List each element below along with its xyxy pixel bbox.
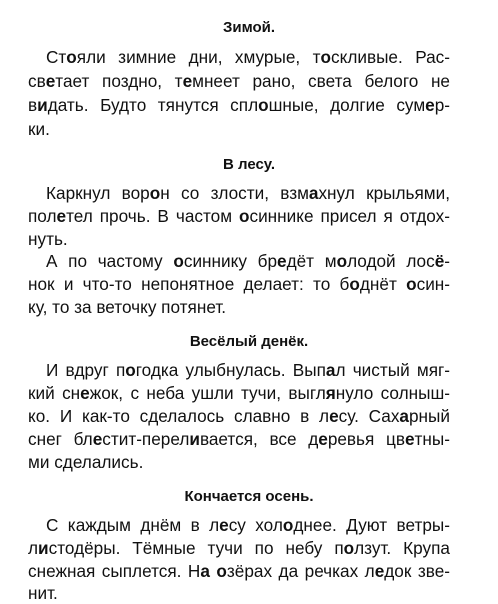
paragraph-line — [28, 206, 450, 226]
highlighted-letter: е — [374, 561, 385, 581]
paragraph-line — [28, 95, 450, 115]
highlighted-letter: о — [258, 95, 269, 115]
text-fragment: стит-перел — [102, 429, 190, 449]
text-fragment: тны- — [414, 429, 450, 449]
highlighted-letter: о — [149, 183, 161, 203]
highlighted-letter: я — [325, 383, 336, 403]
text-fragment: И вдруг п — [46, 360, 126, 380]
paragraph-line — [28, 119, 450, 139]
section-title-forest: В лесу. — [222, 156, 275, 173]
paragraph-line — [28, 538, 450, 558]
text-fragment: нит. — [28, 583, 58, 603]
text-fragment: лодой лос — [347, 251, 435, 271]
text-fragment: снежная сыплется. Н — [28, 561, 201, 581]
highlighted-letter: е — [318, 429, 328, 449]
paragraph-line — [28, 406, 450, 426]
highlighted-letter: е — [45, 71, 56, 91]
text-fragment: синнику бр — [183, 251, 278, 271]
highlighted-letter: о — [336, 251, 348, 271]
text-fragment: яли зимние дни, хмурые, т — [76, 47, 321, 67]
highlighted-letter: и — [37, 95, 48, 115]
text-fragment: днее. Дуют ветры- — [293, 515, 450, 535]
highlighted-letter: е — [425, 95, 435, 115]
paragraph-line — [28, 561, 450, 581]
paragraph-line — [28, 429, 450, 449]
text-fragment: жок, с неба ушли тучи, выгл — [89, 383, 326, 403]
highlighted-letter: е — [56, 206, 67, 226]
paragraph-line — [28, 71, 450, 91]
highlighted-letter: о — [349, 274, 360, 294]
text-fragment: тел прочь. В частом — [66, 206, 239, 226]
text-fragment: днёт — [359, 274, 407, 294]
section-title-autumn-ends: Кончается осень. — [184, 488, 314, 505]
text-fragment: шные, долгие сум — [268, 95, 426, 115]
highlighted-letter: и — [189, 429, 200, 449]
text-fragment: лзут. Крупа — [354, 538, 450, 558]
highlighted-letter: е — [80, 383, 90, 403]
highlighted-letter: а — [325, 360, 336, 380]
highlighted-letter: е — [182, 71, 193, 91]
highlighted-letter: о — [343, 538, 355, 558]
paragraph-line — [46, 47, 450, 67]
text-fragment: рный — [408, 406, 450, 426]
text-fragment: вается, все д — [199, 429, 319, 449]
text-fragment: ко. И как-то сделалось славно в л — [28, 406, 330, 426]
highlighted-letter: и — [38, 538, 49, 558]
section-title-winter: Зимой. — [222, 19, 276, 36]
text-fragment: А по частому — [46, 251, 174, 271]
text-fragment: синнике присел я отдох- — [249, 206, 450, 226]
text-fragment: нуло солныш- — [335, 383, 450, 403]
highlighted-letter: а — [399, 406, 409, 426]
text-fragment: С каждым днём в л — [46, 515, 220, 535]
highlighted-letter: е — [219, 515, 229, 535]
text-fragment: су. Сах — [338, 406, 400, 426]
highlighted-letter: о — [173, 251, 184, 271]
text-fragment: ми сделались. — [28, 452, 144, 472]
text-fragment: су хол — [228, 515, 283, 535]
paragraph-line — [28, 583, 450, 603]
paragraph-line — [46, 183, 450, 203]
text-fragment: Ст — [46, 47, 67, 67]
text-fragment: ревья цв — [327, 429, 405, 449]
paragraph-line — [28, 297, 450, 317]
highlighted-letter: ё — [434, 251, 445, 271]
highlighted-letter: е — [92, 429, 103, 449]
text-fragment: зёрах да речках л — [226, 561, 375, 581]
paragraph-line — [28, 274, 450, 294]
text-fragment: св — [28, 71, 46, 91]
text-fragment: кий сн — [28, 383, 81, 403]
paragraph-line — [28, 383, 450, 403]
text-fragment: Каркнул вор — [46, 183, 150, 203]
highlighted-letter: е — [329, 406, 339, 426]
highlighted-letter: е — [277, 251, 287, 271]
paragraph-line — [46, 515, 450, 535]
highlighted-letter: а — [308, 183, 319, 203]
text-fragment: р- — [434, 95, 450, 115]
text-fragment: мнеет рано, света белого не — [192, 71, 450, 91]
text-fragment: хнул крыльями, — [318, 183, 450, 203]
highlighted-letter: о — [282, 515, 294, 535]
highlighted-letter: е — [404, 429, 415, 449]
paragraph-line — [46, 251, 450, 271]
text-fragment: син- — [416, 274, 451, 294]
text-fragment: годка улыбнулась. Вып — [135, 360, 326, 380]
paragraph-line — [46, 360, 450, 380]
highlighted-letter: о — [238, 206, 250, 226]
highlighted-letter: а — [200, 561, 210, 581]
text-fragment: ку, то за веточку потянет. — [28, 297, 227, 317]
highlighted-letter: о — [320, 47, 332, 67]
highlighted-letter: о — [125, 360, 136, 380]
text-fragment: пол — [28, 206, 57, 226]
text-fragment: л — [28, 538, 39, 558]
text-fragment: стодёры. Тёмные тучи по небу п — [48, 538, 344, 558]
text-fragment: док зве- — [384, 561, 450, 581]
paragraph-line — [28, 452, 450, 472]
paragraph-line — [28, 229, 450, 249]
text-fragment: - — [444, 251, 451, 271]
text-fragment: нуть. — [28, 229, 68, 249]
text-fragment: н со злости, взм — [160, 183, 309, 203]
text-fragment: нок и что-то непонятное делает: то б — [28, 274, 350, 294]
highlighted-letter: о — [66, 47, 77, 67]
section-title-merry-day: Весёлый денёк. — [189, 333, 309, 350]
text-fragment: снег бл — [28, 429, 93, 449]
highlighted-letter: о — [216, 561, 227, 581]
text-fragment: л чистый мяг- — [335, 360, 451, 380]
text-fragment: ки. — [28, 119, 50, 139]
highlighted-letter: о — [406, 274, 417, 294]
text-fragment: в — [28, 95, 38, 115]
text-fragment: дёт м — [286, 251, 337, 271]
text-fragment: тает поздно, т — [55, 71, 183, 91]
text-fragment: скливые. Рас- — [331, 47, 450, 67]
text-fragment: дать. Будто тянутся спл — [47, 95, 259, 115]
